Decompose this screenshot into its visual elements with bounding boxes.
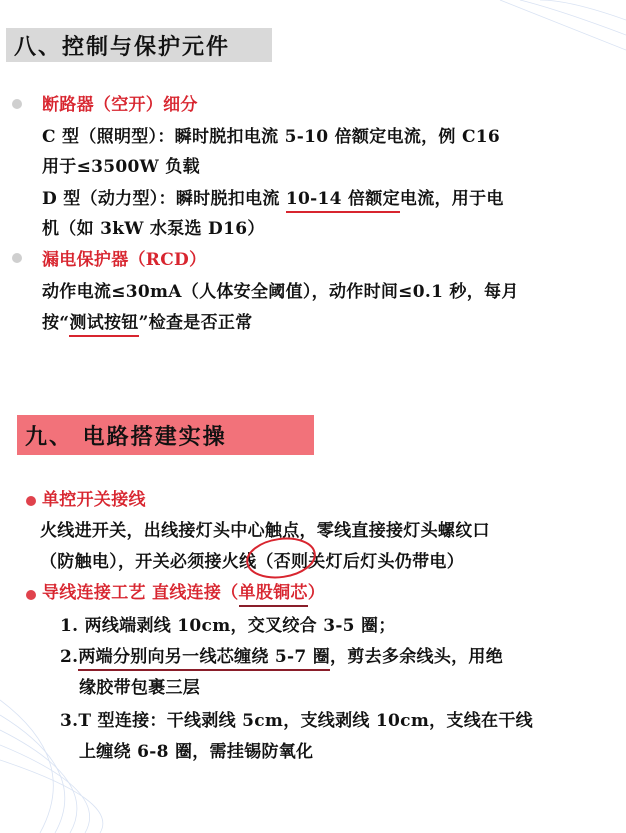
step-2-number: 2. <box>60 647 79 667</box>
bullet-dot <box>12 253 22 263</box>
rcd-line-1: 动作电流≤30mA（人体安全阈值），动作时间≤0.1 秒，每月 <box>42 282 519 302</box>
section-8-title: 八、控制与保护元件 <box>6 28 272 62</box>
c-type-line-1: C 型（照明型）：瞬时脱扣电流 5-10 倍额定电流，例 C16 <box>42 127 501 147</box>
underlined-test-button: 测试按钮 <box>69 313 138 337</box>
d-type-text-end: 电流，用于电 <box>399 189 504 209</box>
circled-live-wire: 接火线 <box>204 552 257 572</box>
switch-text-end: （否则关灯后灯头仍带电） <box>256 552 465 572</box>
d-type-line-2: 机（如 3kW 水泵选 D16） <box>42 219 265 239</box>
bullet-dot <box>26 496 36 506</box>
step-2-continued: 缘胶带包裹三层 <box>79 678 201 698</box>
rcd-text-end: ”检查是否正常 <box>138 313 253 333</box>
wire-heading-text: 导线连接工艺 直线连接（ <box>42 583 239 603</box>
step-2-text: ，剪去多余线头，用绝 <box>330 647 504 667</box>
step-2 <box>60 642 503 667</box>
c-type-line-2: 用于≤3500W 负载 <box>42 157 200 177</box>
step-3-line-1: 3.T 型连接：干线剥线 5cm，支线剥线 10cm，支线在干线 <box>60 711 533 731</box>
switch-line-1: 火线进开关，出线接灯头中心触点，零线直接接灯头螺纹口 <box>40 521 490 541</box>
wire-heading-end: ） <box>307 583 326 603</box>
wire-heading <box>42 578 325 603</box>
step-3-line-2: 上缠绕 6-8 圈，需挂锡防氧化 <box>79 742 314 762</box>
breaker-heading: 断路器（空开）细分 <box>42 95 198 115</box>
section-9-title: 九、 电路搭建实操 <box>17 415 314 455</box>
rcd-text: 按“ <box>42 313 70 333</box>
switch-line-2 <box>40 547 464 572</box>
step-1: 1. 两线端剥线 10cm，交叉绞合 3-5 圈； <box>60 616 396 636</box>
underlined-wrap-instruction: 两端分别向另一线芯缠绕 5-7 圈 <box>78 647 330 671</box>
rcd-heading: 漏电保护器（RCD） <box>42 250 207 270</box>
underlined-multiplier: 10-14 倍额定 <box>286 189 400 213</box>
switch-heading: 单控开关接线 <box>42 490 146 510</box>
rcd-line-2 <box>42 308 252 333</box>
d-type-text: D 型（动力型）：瞬时脱扣电流 <box>42 189 286 209</box>
bullet-dot <box>26 590 36 600</box>
bullet-dot <box>12 99 22 109</box>
underlined-single-copper: 单股铜芯 <box>239 583 308 607</box>
switch-text: （防触电），开关必须 <box>40 552 205 572</box>
d-type-line-1 <box>42 184 504 209</box>
